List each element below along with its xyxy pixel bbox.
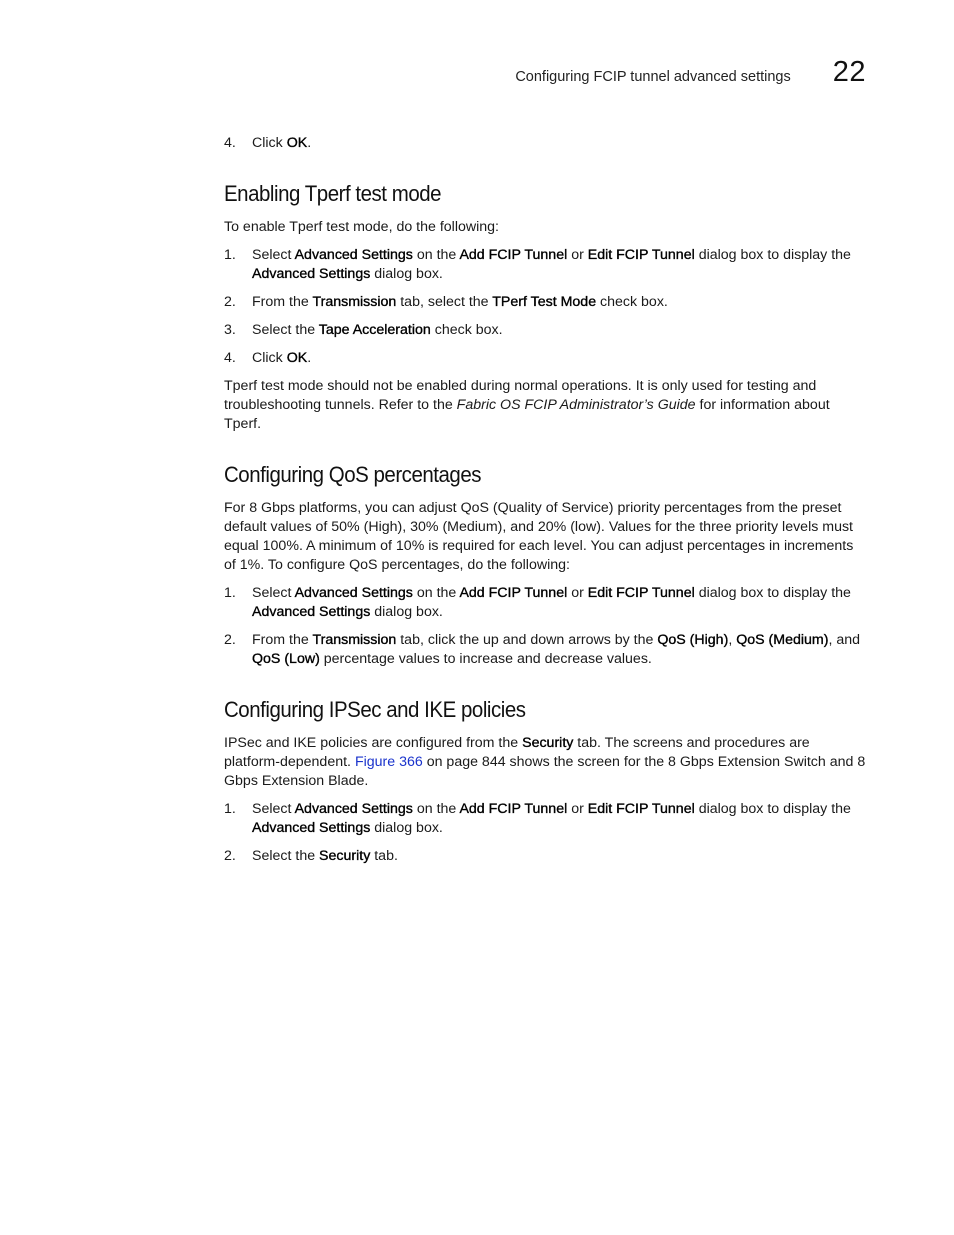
step-number: 4. — [224, 135, 236, 151]
figure-link[interactable]: Figure 366 — [354, 754, 423, 770]
section-heading-tperf: Enabling Tperf test mode — [224, 181, 442, 206]
step-text: Select Advanced Settings on the Add FCIP Tunnel or Edit FCIP Tunnel dialog box to display the Advanced Settings dialog box. — [252, 801, 851, 836]
running-header — [515, 56, 866, 89]
guide-title: Fabric OS FCIP Administrator’s Guide — [456, 397, 696, 413]
chapter-number: 22 — [832, 56, 866, 88]
ipsec-intro: IPSec and IKE policies are configured from the Security tab. The screens and procedures are platform-dependent. Figure 366 on page 844 shows the screen for the 8 Gbps Extension Switch and 8 Gbps Extension Blade. — [224, 735, 866, 789]
ok-ui-label: OK — [286, 135, 308, 151]
intro-step — [224, 134, 866, 153]
tperf-intro: To enable Tperf test mode, do the following: — [224, 219, 499, 235]
running-title: Configuring FCIP tunnel advanced settings — [515, 69, 791, 85]
step-text: Click OK. — [252, 350, 312, 366]
step-number: 2. — [224, 294, 236, 310]
tperf-note: Tperf test mode should not be enabled during normal operations. It is only used for testing and troubleshooting tunnels. Refer to the Fabric OS FCIP Administrator’s Guide for information about Tperf. — [224, 378, 830, 432]
tperf-step-4 — [224, 349, 866, 368]
step-number: 1. — [224, 585, 236, 601]
step-number: 2. — [224, 848, 236, 864]
step-number: 2. — [224, 632, 236, 648]
tperf-step-3 — [224, 321, 866, 340]
section-heading-ipsec: Configuring IPSec and IKE policies — [224, 697, 526, 722]
step-text: Select the Tape Acceleration check box. — [252, 322, 503, 338]
ipsec-step-1 — [224, 800, 866, 838]
qos-intro: For 8 Gbps platforms, you can adjust QoS (Quality of Service) priority percentages from the preset default values of 50% (High), 30% (Medium), and 20% (low). Values for the three priority levels must equal 100%. A minimum of 10% is required for each level. You can adjust percentages in increments of 1%. To configure QoS percentages, do the following: — [224, 500, 854, 573]
step-number: 1. — [224, 801, 236, 817]
step-text: From the Transmission tab, click the up and down arrows by the QoS (High), QoS (Medium), and QoS (Low) percentage values to increase and decrease values. — [252, 632, 861, 667]
step-text: Click OK. — [252, 135, 312, 151]
qos-step-2 — [224, 631, 866, 669]
step-text: Select Advanced Settings on the Add FCIP Tunnel or Edit FCIP Tunnel dialog box to display the Advanced Settings dialog box. — [252, 585, 851, 620]
step-number: 3. — [224, 322, 236, 338]
qos-step-1 — [224, 584, 866, 622]
step-number: 4. — [224, 350, 236, 366]
ipsec-step-2 — [224, 847, 866, 866]
tperf-step-2 — [224, 293, 866, 312]
step-text: From the Transmission tab, select the TPerf Test Mode check box. — [252, 294, 668, 310]
step-number: 1. — [224, 247, 236, 263]
tperf-step-1 — [224, 246, 866, 284]
page-content — [224, 134, 866, 866]
step-text: Select Advanced Settings on the Add FCIP Tunnel or Edit FCIP Tunnel dialog box to display the Advanced Settings dialog box. — [252, 247, 851, 282]
section-heading-qos: Configuring QoS percentages — [224, 462, 482, 487]
step-text: Select the Security tab. — [252, 848, 398, 864]
